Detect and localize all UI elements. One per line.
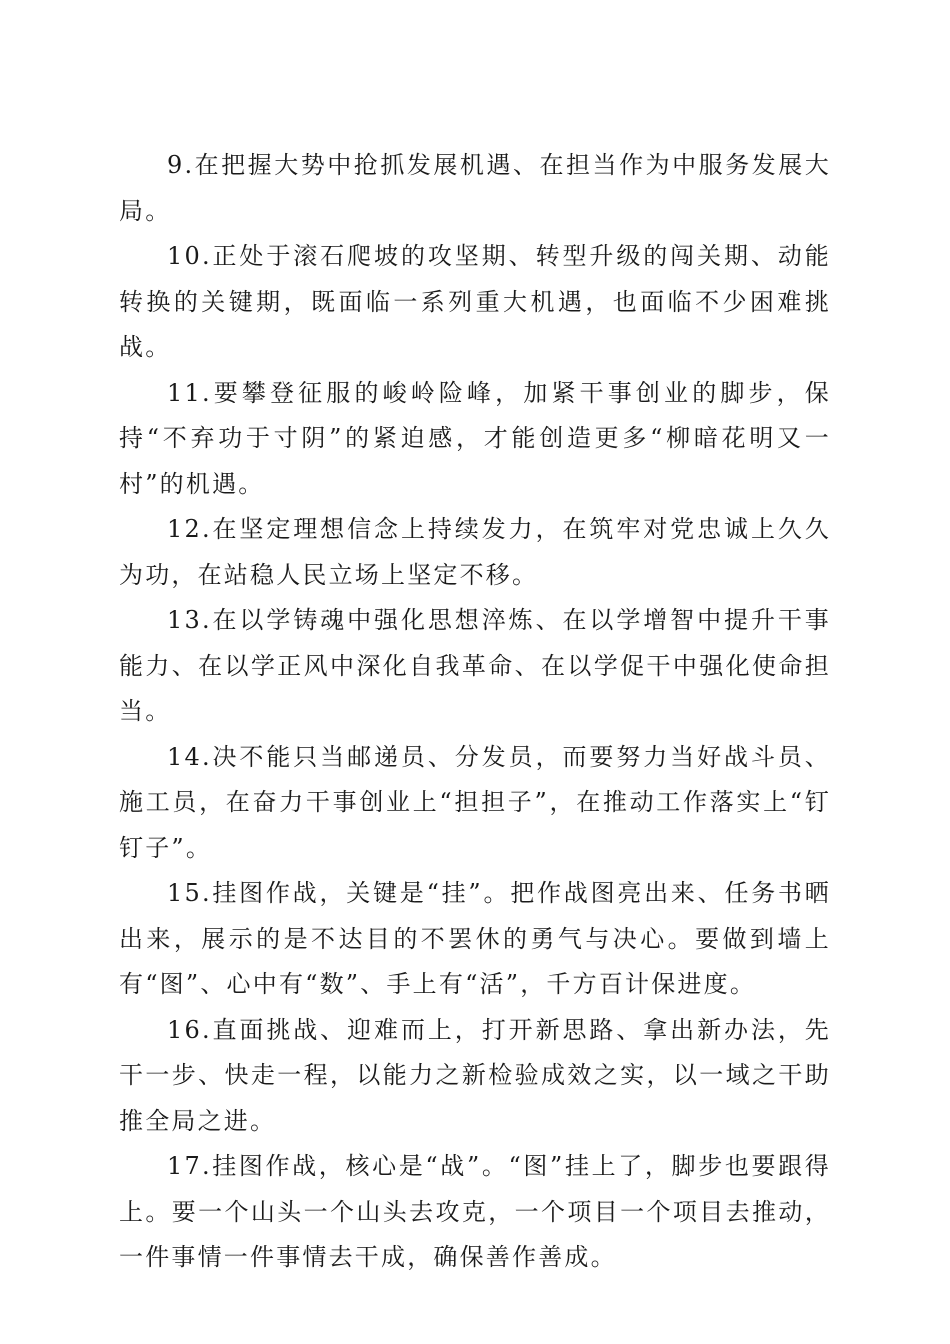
paragraph-17: 17.挂图作战，核心是“战”。“图”挂上了，脚步也要跟得上。要一个山头一个山头去攻克，一个项目一个项目去推动，一件事情一件事情去干成，确保善作善成。 xyxy=(119,1152,831,1271)
paragraph-14: 14.决不能只当邮递员、分发员，而要努力当好战斗员、施工员，在奋力干事创业上“担担子”，在推动工作落实上“钉钉子”。 xyxy=(119,742,831,862)
paragraph-16: 16.直面挑战、迎难而上，打开新思路、拿出新办法，先干一步、快走一程，以能力之新检验成效之实，以一域之干助推全局之进。 xyxy=(119,1015,831,1135)
paragraph-13: 13.在以学铸魂中强化思想淬炼、在以学增智中提升干事能力、在以学正风中深化自我革命、在以学促干中强化使命担当。 xyxy=(119,606,831,725)
paragraph-9: 9.在把握大势中抢抓发展机遇、在担当作为中服务发展大局。 xyxy=(119,151,831,225)
document-body xyxy=(119,143,831,1281)
paragraph-10: 10.正处于滚石爬坡的攻坚期、转型升级的闯关期、动能转换的关键期，既面临一系列重大机遇，也面临不少困难挑战。 xyxy=(119,242,831,361)
paragraph-11: 11.要攀登征服的峻岭险峰，加紧干事创业的脚步，保持“不弃功于寸阴”的紧迫感，才能创造更多“柳暗花明又一村”的机遇。 xyxy=(119,378,831,498)
paragraph-15: 15.挂图作战，关键是“挂”。把作战图亮出来、任务书晒出来，展示的是不达目的不罢休的勇气与决心。要做到墙上有“图”、心中有“数”、手上有“活”，千方百计保进度。 xyxy=(119,879,831,998)
paragraph-12: 12.在坚定理想信念上持续发力，在筑牢对党忠诚上久久为功，在站稳人民立场上坚定不移。 xyxy=(119,515,831,589)
